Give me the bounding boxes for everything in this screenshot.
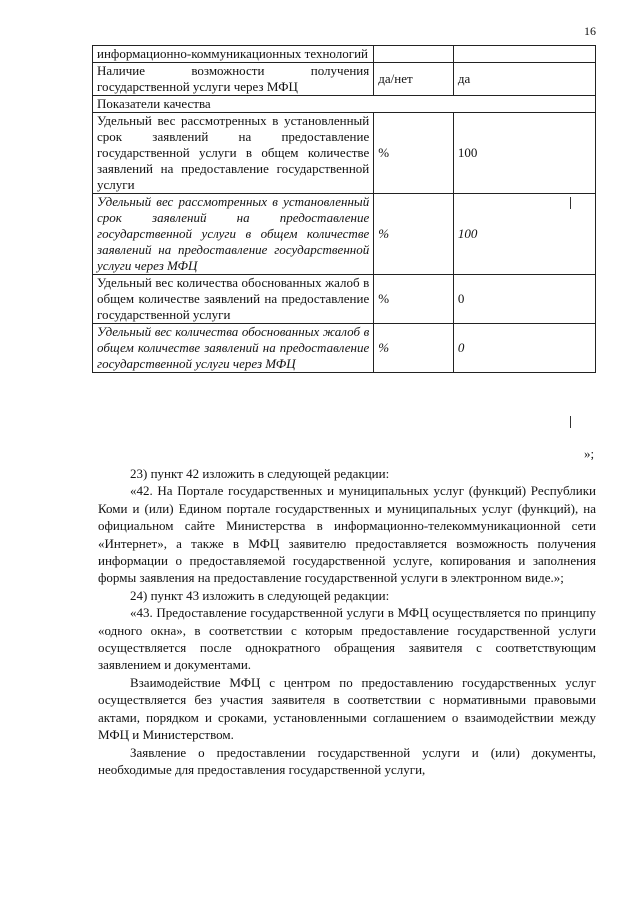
paragraph: «43. Предоставление государственной услуги в МФЦ осуществляется по принципу «одного окна», в соответствии с которым предоставление государственной услуги осуществляется после однократного обращения заявителя с соответствующим заявлением и документами. (98, 605, 596, 673)
document-body (98, 465, 596, 778)
paragraph: «42. На Портале государственных и муниципальных услуг (функций) Республики Коми и (или) Едином портале государственных и муниципальных услуг (функций), на официальном сайте Министерства в информационно-телекоммуникационной сети «Интернет», а также в МФЦ заявителю предоставляется возможность получения информации о предоставляемой государственной услуге, копирования и заполнения формы заявления на предоставление государственной услуги в электронном виде.»; (98, 483, 596, 586)
value-cell: 0 (453, 275, 595, 324)
unit-cell: % (374, 324, 454, 373)
value-cell: 100 (453, 194, 595, 275)
paragraph: 24) пункт 43 изложить в следующей редакции: (130, 587, 390, 603)
paragraph: Взаимодействие МФЦ с центром по предоставлению государственных услуг осуществляется без участия заявителя в соответствии с нормативными правовыми актами, порядком и сроками, установленными соглашением о взаимодействии между МФЦ и Министерством. (98, 674, 596, 743)
indicator-name-cell: информационно-коммуникационных технологий (93, 46, 374, 63)
table-row (93, 324, 596, 373)
paragraph: 23) пункт 42 изложить в следующей редакции: (130, 466, 390, 481)
value-cell: да (453, 63, 595, 96)
unit-cell: % (374, 113, 454, 194)
table-closing-quote: »; (584, 446, 595, 461)
table-row (93, 275, 596, 324)
table-row (93, 113, 596, 194)
indicators-table (92, 45, 596, 373)
table-section-header-row (93, 96, 596, 113)
unit-cell: % (374, 194, 454, 275)
scan-artifact-mark (570, 197, 571, 209)
table-row (93, 63, 596, 96)
value-cell: 0 (453, 324, 595, 373)
indicator-name-cell: Удельный вес рассмотренных в установленный срок заявлений на предоставление государственной услуги в общем количестве заявлений на предоставление государственной услуги через МФЦ (93, 194, 374, 275)
table-row (93, 46, 596, 63)
table-row (93, 194, 596, 275)
indicator-name-cell: Удельный вес количества обоснованных жалоб в общем количестве заявлений на предоставление государственной услуги через МФЦ (93, 324, 374, 373)
scan-artifact-mark (570, 416, 571, 428)
section-header-cell: Показатели качества (93, 96, 596, 113)
indicator-name-cell: Удельный вес количества обоснованных жалоб в общем количестве заявлений на предоставление государственной услуги (93, 275, 374, 324)
unit-cell (374, 46, 454, 63)
paragraph: Заявление о предоставлении государственной услуги и (или) документы, необходимые для предоставления государственной услуги, (98, 744, 596, 777)
value-cell: 100 (453, 113, 595, 194)
unit-cell: да/нет (374, 63, 454, 96)
indicator-name-cell: Удельный вес рассмотренных в установленный срок заявлений на предоставление государственной услуги в общем количестве заявлений на предоставление государственной услуги (93, 113, 374, 194)
page-number: 16 (584, 24, 596, 38)
unit-cell: % (374, 275, 454, 324)
indicators-table-container (92, 45, 596, 373)
value-cell (453, 46, 595, 63)
indicator-name-cell: Наличие возможности получения государственной услуги через МФЦ (93, 63, 374, 96)
